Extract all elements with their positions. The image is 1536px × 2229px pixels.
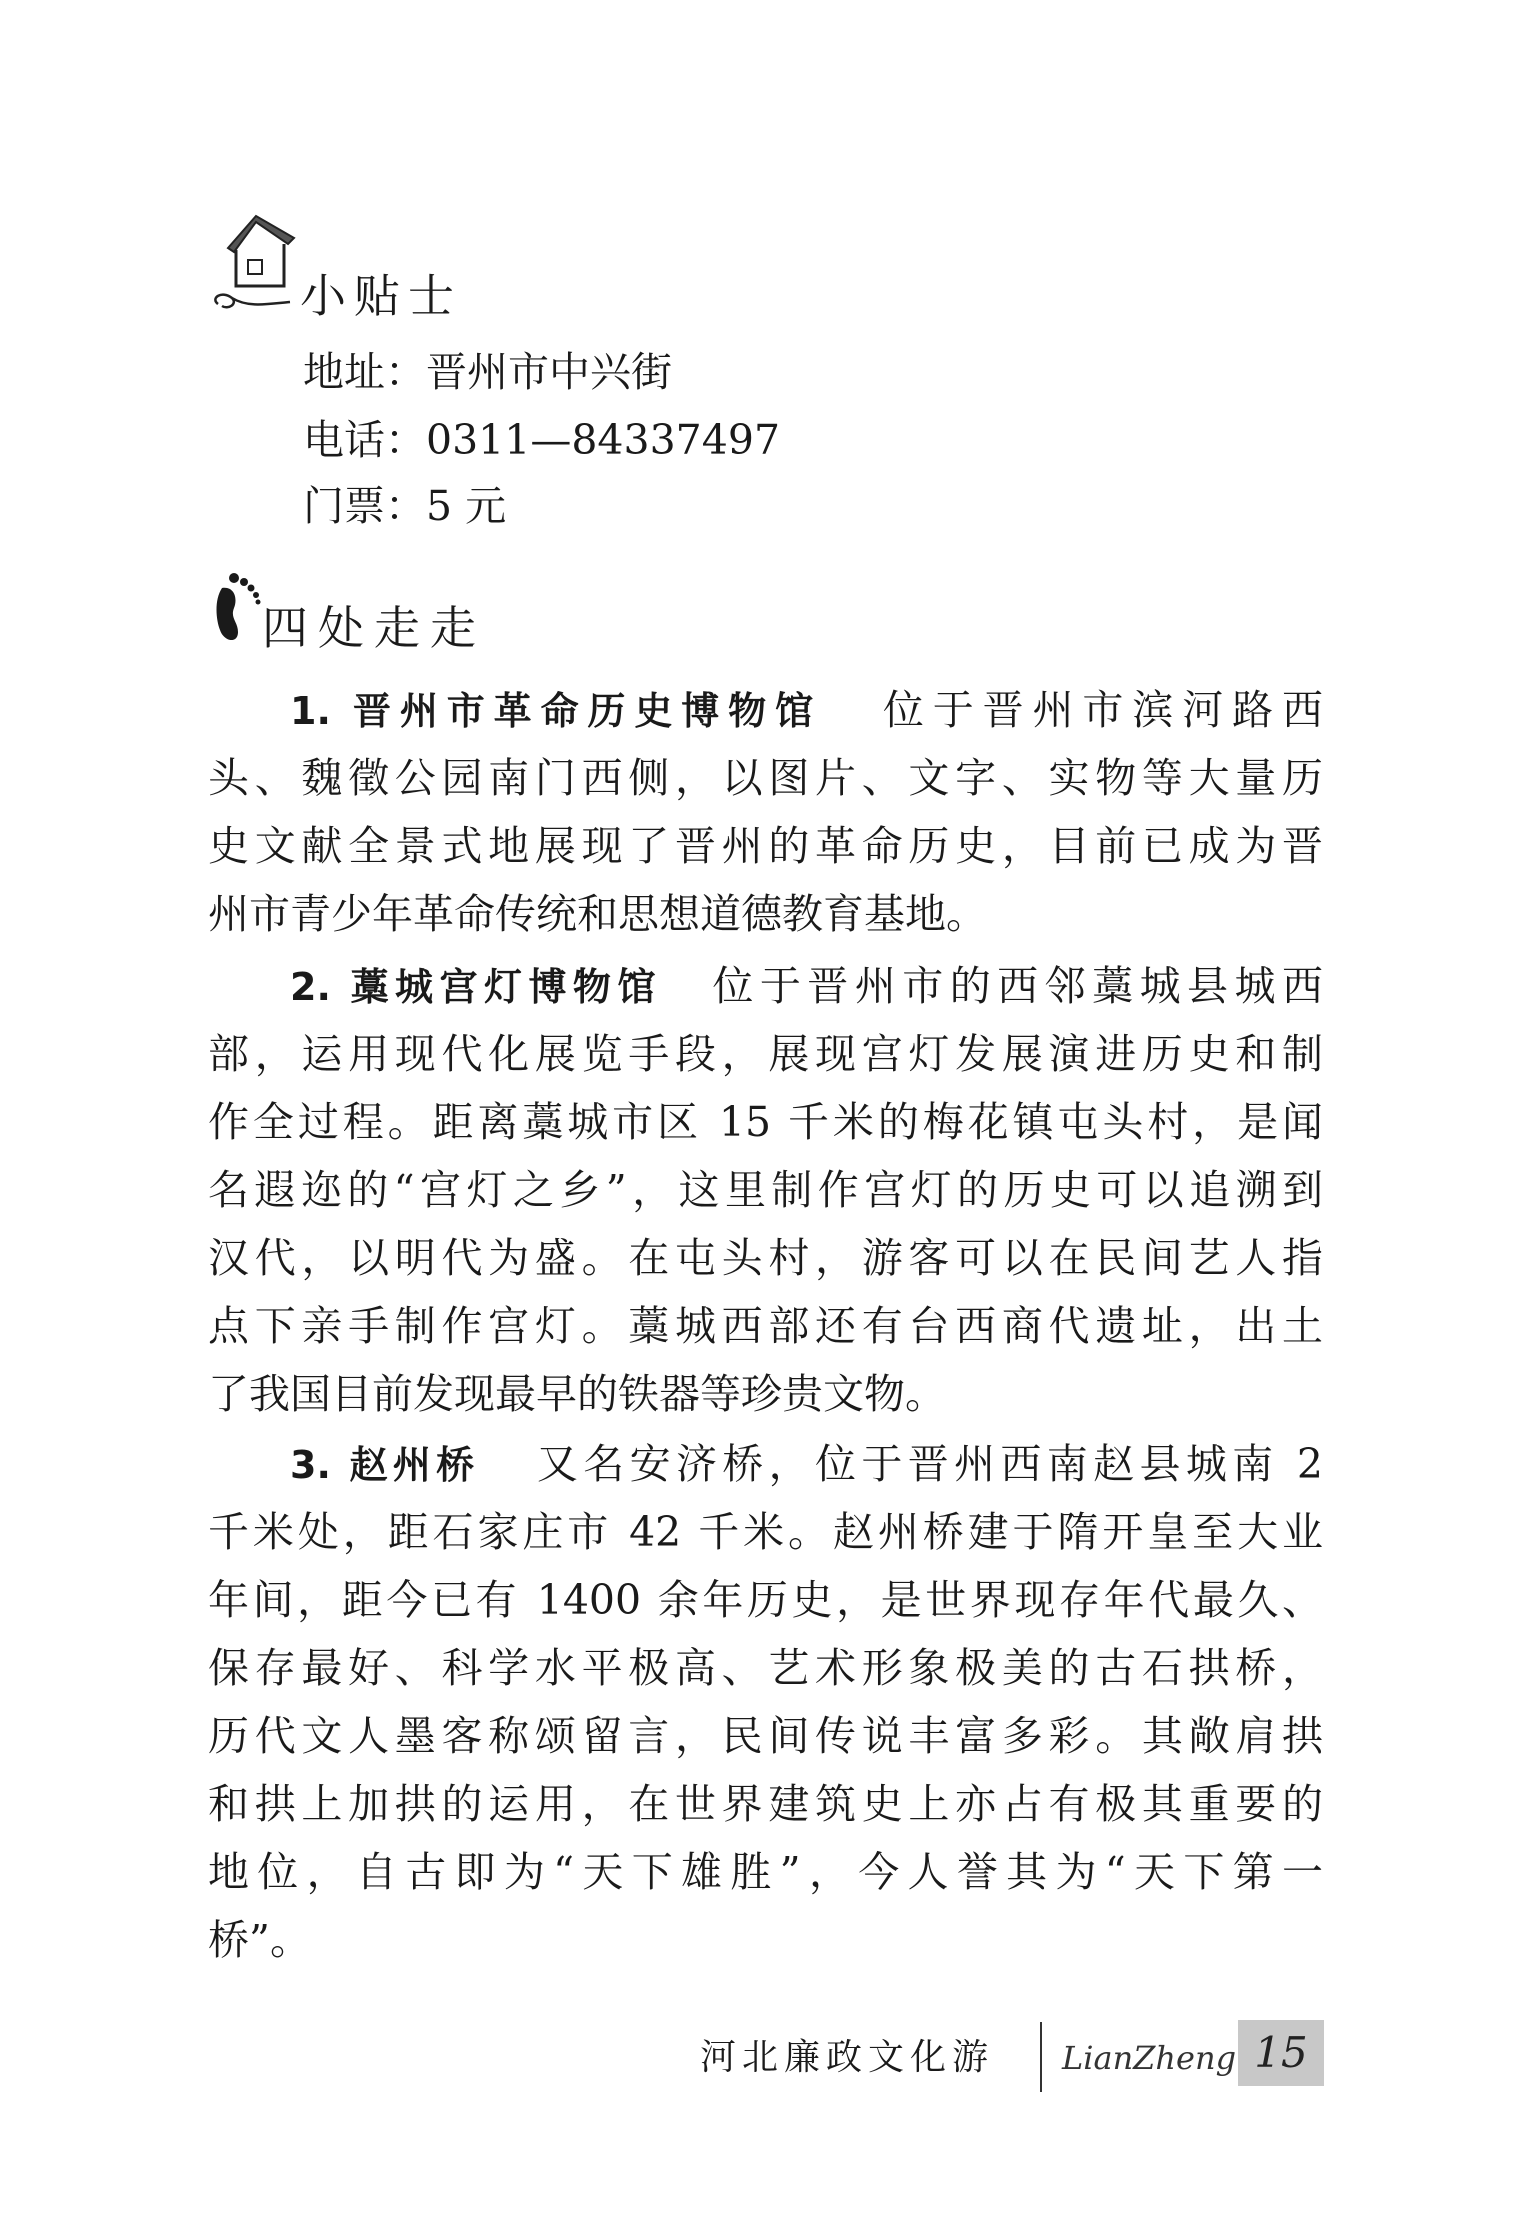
paragraph-heading: 3. 赵州桥	[290, 1443, 480, 1487]
paragraph-line: 地位，自古即为“天下雄胜”，今人誉其为“天下第一	[208, 1848, 1323, 1896]
walk-title: 四处走走	[262, 601, 486, 655]
paragraph-line: 和拱上加拱的运用，在世界建筑史上亦占有极其重要的	[208, 1780, 1323, 1828]
paragraph-1-first-line	[290, 676, 1323, 744]
house-icon	[208, 208, 308, 318]
paragraph-heading: 1. 晋州市革命历史博物馆	[290, 689, 822, 733]
tips-ticket: 门票：5 元	[303, 482, 507, 530]
footer-book-title: 河北廉政文化游	[700, 2037, 995, 2078]
paragraph-line: 点下亲手制作宫灯。藁城西部还有台西商代遗址，出土	[208, 1302, 1323, 1350]
paragraph-text: 又名安济桥，位于晋州西南赵县城南 2	[531, 1440, 1323, 1488]
paragraph-2-first-line	[290, 952, 1323, 1020]
paragraph-line: 头、魏徵公园南门西侧，以图片、文字、实物等大量历	[208, 754, 1323, 802]
page-number: 15	[1238, 2020, 1324, 2086]
paragraph-line: 汉代，以明代为盛。在屯头村，游客可以在民间艺人指	[208, 1234, 1323, 1282]
paragraph-line: 保存最好、科学水平极高、艺术形象极美的古石拱桥，	[208, 1644, 1323, 1692]
tips-title: 小贴士	[300, 269, 462, 323]
paragraph-line: 州市青少年革命传统和思想道德教育基地。	[208, 890, 987, 938]
paragraph-3-first-line	[290, 1430, 1323, 1498]
paragraph-line: 年间，距今已有 1400 余年历史，是世界现存年代最久、	[208, 1576, 1323, 1624]
paragraph-line: 部，运用现代化展览手段，展现宫灯发展演进历史和制	[208, 1030, 1323, 1078]
paragraph-line: 桥”。	[208, 1916, 311, 1964]
footer-brand: LianZheng	[1062, 2039, 1237, 2077]
paragraph-line: 史文献全景式地展现了晋州的革命历史，目前已成为晋	[208, 822, 1323, 870]
paragraph-line: 作全过程。距离藁城市区 15 千米的梅花镇屯头村，是闻	[208, 1098, 1323, 1146]
paragraph-heading: 2. 藁城宫灯博物馆	[290, 965, 662, 1009]
tips-phone: 电话：0311—84337497	[303, 416, 781, 464]
paragraph-line: 历代文人墨客称颂留言，民间传说丰富多彩。其敞肩拱	[208, 1712, 1323, 1760]
paragraph-line: 了我国目前发现最早的铁器等珍贵文物。	[208, 1370, 946, 1418]
footprint-icon	[208, 568, 264, 648]
paragraph-line: 千米处，距石家庄市 42 千米。赵州桥建于隋开皇至大业	[208, 1508, 1323, 1556]
paragraph-text: 位于晋州市的西邻藁城县城西	[705, 962, 1323, 1010]
tips-address: 地址：晋州市中兴街	[303, 348, 672, 396]
footer-divider	[1040, 2022, 1042, 2092]
paragraph-line: 名遐迩的“宫灯之乡”，这里制作宫灯的历史可以追溯到	[208, 1166, 1323, 1214]
paragraph-text: 位于晋州市滨河路西	[873, 686, 1323, 734]
